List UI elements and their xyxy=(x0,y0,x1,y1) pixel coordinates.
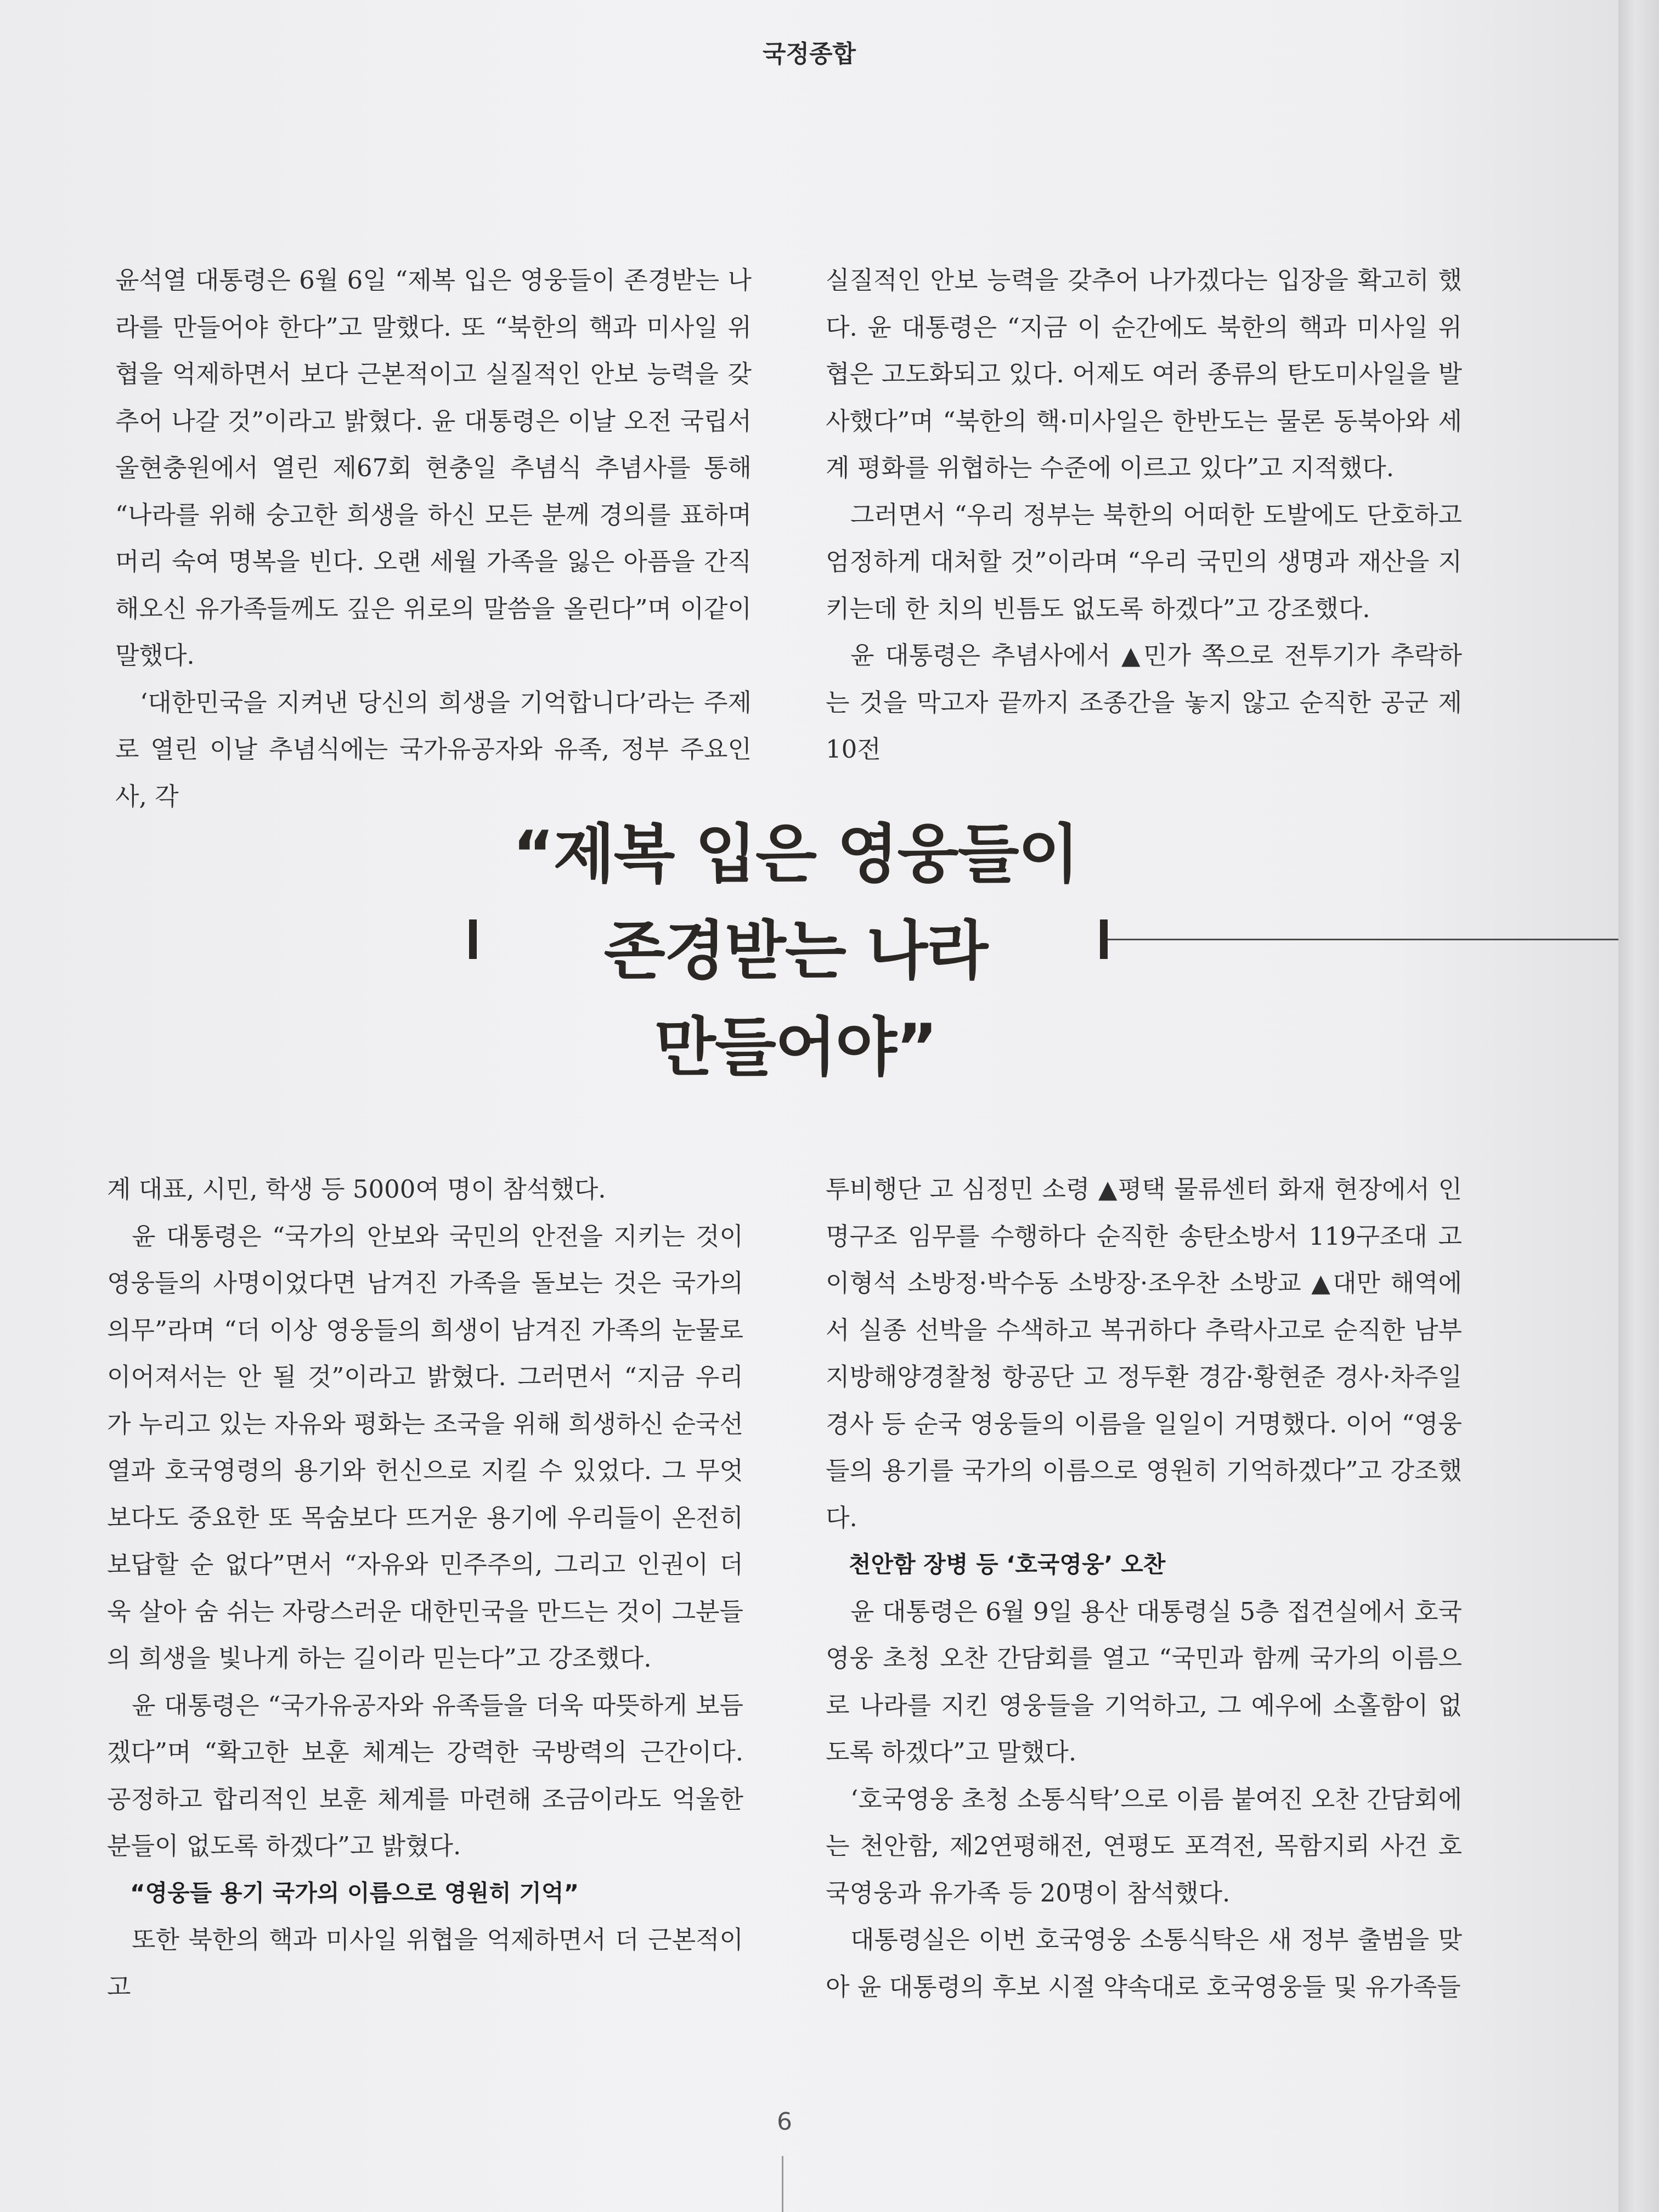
paragraph: 윤 대통령은 “국가유공자와 유족들을 더욱 따뜻하게 보듬겠다”며 “확고한 보훈 체계는 강력한 국방력의 근간이다. 공정하고 합리적인 보훈 체계를 마련해 조금이라도 억울한 분들이 없도록 하겠다”고 밝혔다. xyxy=(107,1690,743,1860)
paragraph: 윤 대통령은 추념사에서 ▲민가 쪽으로 전투기가 추락하는 것을 막고자 끝까지 조종간을 놓지 않고 순직한 공군 제10전 xyxy=(826,641,1462,764)
article-column-bottom-left xyxy=(107,1166,743,2010)
pull-quote-left-bar xyxy=(469,919,477,959)
article-column-top-left xyxy=(115,257,752,820)
pull-quote-line: “제복 입은 영웅들이 xyxy=(512,817,1079,891)
binding-fold xyxy=(782,2156,783,2212)
paragraph: ‘대한민국을 지켜낸 당신의 희생을 기억합니다’라는 주제로 열린 이날 추념식에는 국가유공자와 유족, 정부 주요인사, 각 xyxy=(115,687,752,811)
pull-quote-line: 만들어야” xyxy=(654,1011,937,1085)
paragraph: 투비행단 고 심정민 소령 ▲평택 물류센터 화재 현장에서 인명구조 임무를 수행하다 순직한 송탄소방서 119구조대 고 이형석 소방정·박수동 소방장·조우찬 소방교 ▲대만 해역에서 실종 선박을 수색하고 복귀하다 추락사고로 순직한 남부지방해양경찰청 항공단 고 정두환 경감·황현준 경사·차주일 경사 등 순국 영웅들의 이름을 일일이 거명했다. 이어 “영웅들의 용기를 국가의 이름으로 영원히 기억하겠다”고 강조했다. xyxy=(826,1175,1462,1532)
page-number: 6 xyxy=(777,2108,792,2136)
paragraph: 윤 대통령은 “국가의 안보와 국민의 안전을 지키는 것이 영웅들의 사명이었다면 남겨진 가족을 돌보는 것은 국가의 의무”라며 “더 이상 영웅들의 희생이 남겨진 가족의 눈물로 이어져서는 안 될 것”이라고 밝혔다. 그러면서 “지금 우리가 누리고 있는 자유와 평화는 조국을 위해 희생하신 순국선열과 호국영령의 용기와 헌신으로 지킬 수 있었다. 그 무엇보다도 중요한 또 목숨보다 뜨거운 용기에 우리들이 온전히 보답할 순 없다”면서 “자유와 민주주의, 그리고 인권이 더욱 살아 숨 쉬는 자랑스러운 대한민국을 만드는 것이 그분들의 희생을 빛나게 하는 길이라 믿는다”고 강조했다. xyxy=(107,1221,743,1673)
paragraph: 실질적인 안보 능력을 갖추어 나가겠다는 입장을 확고히 했다. 윤 대통령은 “지금 이 순간에도 북한의 핵과 미사일 위협은 고도화되고 있다. 어제도 여러 종류의 탄도미사일을 발사했다”며 “북한의 핵·미사일은 한반도는 물론 동북아와 세계 평화를 위협하는 수준에 이르고 있다”고 지적했다. xyxy=(826,266,1462,482)
article-column-top-right xyxy=(826,257,1462,773)
section-header: 국정종합 xyxy=(762,40,856,68)
paragraph: 그러면서 “우리 정부는 북한의 어떠한 도발에도 단호하고 엄정하게 대처할 것”이라며 “우리 국민의 생명과 재산을 지키는데 한 치의 빈틈도 없도록 하겠다”고 강조했다. xyxy=(826,500,1462,623)
paragraph: 또한 북한의 핵과 미사일 위협을 억제하면서 더 근본적이고 xyxy=(107,1925,743,2001)
pull-quote-right-bar xyxy=(1100,919,1108,959)
subheading: “영웅들 용기 국가의 이름으로 영원히 기억” xyxy=(130,1879,579,1906)
horizontal-rule xyxy=(1108,939,1618,940)
subheading: 천안함 장병 등 ‘호국영웅’ 오찬 xyxy=(849,1551,1166,1578)
paragraph: 계 대표, 시민, 학생 등 5000여 명이 참석했다. xyxy=(107,1175,606,1204)
pull-quote xyxy=(494,806,1097,1096)
paragraph: 윤석열 대통령은 6월 6일 “제복 입은 영웅들이 존경받는 나라를 만들어야 한다”고 말했다. 또 “북한의 핵과 미사일 위협을 억제하면서 보다 근본적이고 실질적인 안보 능력을 갖추어 나갈 것”이라고 밝혔다. 윤 대통령은 이날 오전 국립서울현충원에서 열린 제67회 현충일 추념식 추념사를 통해 “나라를 위해 숭고한 희생을 하신 모든 분께 경의를 표하며 머리 숙여 명복을 빈다. 오랜 세월 가족을 잃은 아픔을 간직해오신 유가족들께도 깊은 위로의 말씀을 올린다”며 이같이 말했다. xyxy=(115,266,752,670)
paragraph: ‘호국영웅 초청 소통식탁’으로 이름 붙여진 오찬 간담회에는 천안함, 제2연평해전, 연평도 포격전, 목함지뢰 사건 호국영웅과 유가족 등 20명이 참석했다. xyxy=(826,1784,1462,1908)
article-column-bottom-right xyxy=(826,1166,1462,2010)
pull-quote-line: 존경받는 나라 xyxy=(603,914,988,988)
page-edge xyxy=(1618,0,1659,2212)
paragraph: 윤 대통령은 6월 9일 용산 대통령실 5층 접견실에서 호국영웅 초청 오찬 간담회를 열고 “국민과 함께 국가의 이름으로 나라를 지킨 영웅들을 기억하고, 그 예우에 소홀함이 없도록 하겠다”고 말했다. xyxy=(826,1596,1462,1767)
paragraph: 대통령실은 이번 호국영웅 소통식탁은 새 정부 출범을 맞아 윤 대통령의 후보 시절 약속대로 호국영웅들 및 유가족들 xyxy=(826,1925,1462,2001)
